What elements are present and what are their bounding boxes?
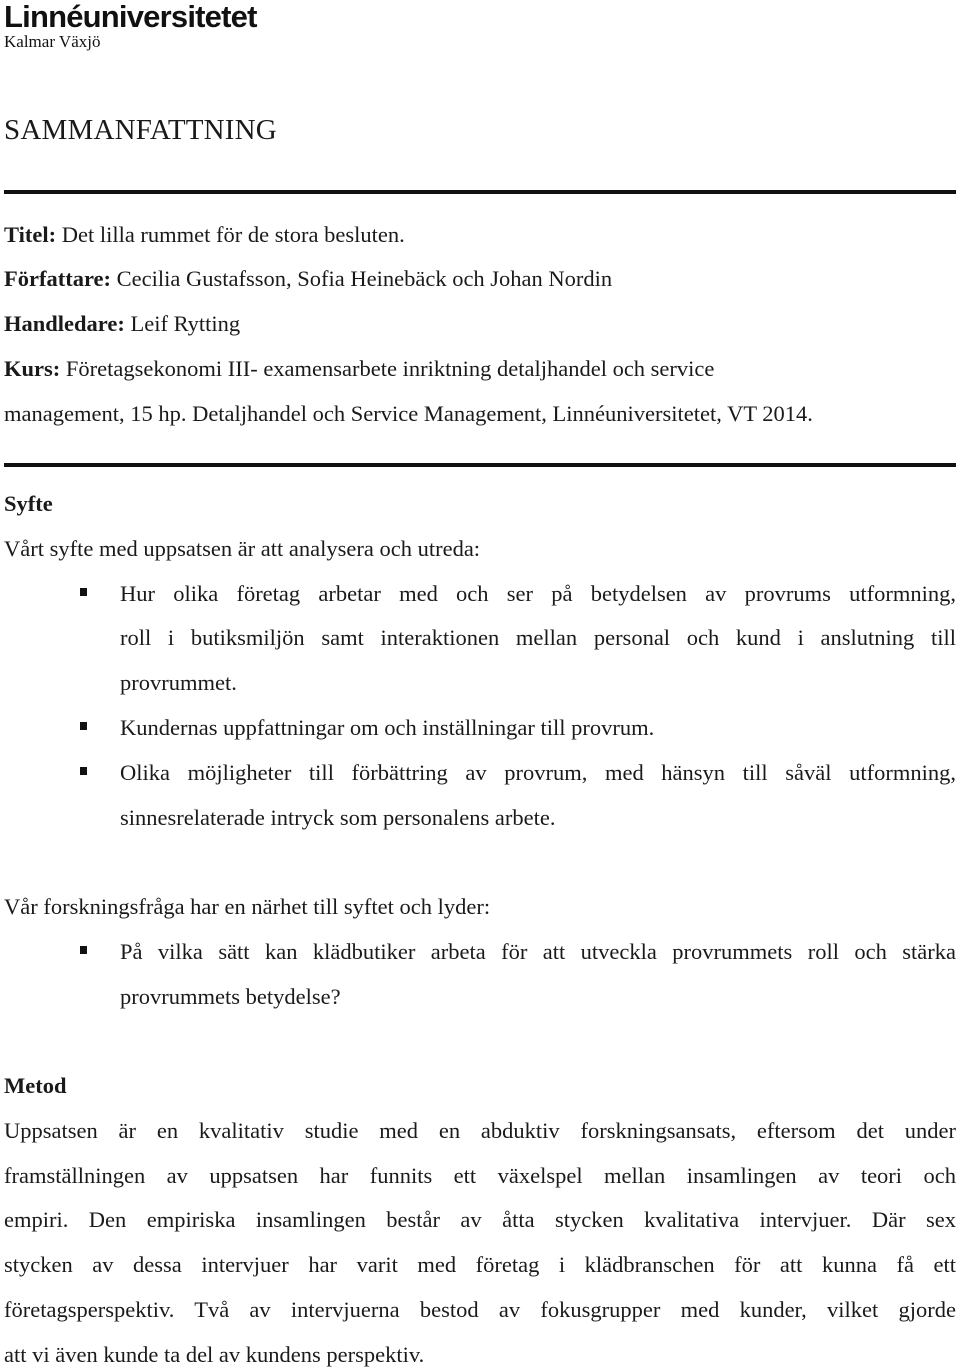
divider-middle (4, 463, 956, 467)
research-question-line-2: provrummets betydelse? (120, 984, 341, 1009)
meta-course-line (4, 354, 714, 384)
logo-subtitle: Kalmar Växjö (4, 32, 101, 51)
syfte-bullet-3-line-2: sinnesrelaterade intryck som personalens arbete. (120, 805, 556, 830)
university-logo (4, 0, 257, 51)
syfte-bullet-1-line-2: roll i butiksmiljön samt interaktionen mellan personal och kund i anslutning till (120, 625, 956, 650)
meta-title-label: Titel: (4, 222, 57, 247)
syfte-bullet-1-line-1: Hur olika företag arbetar med och ser på betydelsen av provrums utformning, (120, 581, 956, 606)
meta-course-label: Kurs: (4, 356, 61, 381)
bullet-square-icon (80, 946, 87, 954)
metod-line-3: empiri. Den empiriska insamlingen består av åtta stycken kvalitativa intervjuer. Där sex (4, 1207, 956, 1232)
meta-authors-value: Cecilia Gustafsson, Sofia Heinebäck och Johan Nordin (111, 266, 613, 291)
metod-line-4: stycken av dessa intervjuer har varit med företag i klädbranschen för att kunna få ett (4, 1252, 956, 1277)
logo-name: Linnéuniversitetet (4, 0, 257, 34)
meta-supervisor-line (4, 309, 240, 339)
bullet-square-icon (80, 767, 87, 775)
syfte-bullet-3-line-1: Olika möjligheter till förbättring av provrum, med hänsyn till såväl utformning, (120, 760, 956, 785)
meta-supervisor-value: Leif Rytting (124, 311, 241, 336)
syfte-intro: Vårt syfte med uppsatsen är att analysera och utreda: (4, 536, 481, 561)
meta-title-line (4, 220, 405, 250)
metod-line-5: företagsperspektiv. Två av intervjuerna bestod av fokusgrupper med kunder, vilket gjorde (4, 1297, 956, 1322)
metod-line-1: Uppsatsen är en kvalitativ studie med en abduktiv forskningsansats, eftersom det under (4, 1118, 956, 1143)
syfte-bullet-1-line-3: provrummet. (120, 670, 237, 695)
meta-authors-label: Författare: (4, 266, 112, 291)
meta-authors-line (4, 264, 612, 294)
syfte-bullet-2-text: Kundernas uppfattningar om och inställningar till provrum. (120, 715, 655, 740)
meta-course-value-1: Företagsekonomi III- examensarbete inriktning detaljhandel och service (60, 356, 715, 381)
metod-line-2: framställningen av uppsatsen har funnits ett växelspel mellan insamlingen av teori och (4, 1163, 956, 1188)
meta-title-value: Det lilla rummet för de stora besluten. (56, 222, 405, 247)
section-heading-metod: Metod (4, 1073, 67, 1098)
section-heading-syfte: Syfte (4, 491, 53, 516)
metod-line-6: att vi även kunde ta del av kundens perspektiv. (4, 1342, 425, 1367)
bullet-square-icon (80, 722, 87, 730)
research-question-intro: Vår forskningsfråga har en närhet till syftet och lyder: (4, 894, 491, 919)
divider-top (4, 190, 956, 194)
bullet-square-icon (80, 588, 87, 596)
research-question-line-1: På vilka sätt kan klädbutiker arbeta för att utveckla provrummets roll och stärka (120, 939, 956, 964)
meta-supervisor-label: Handledare: (4, 311, 125, 336)
page-title: SAMMANFATTNING (4, 114, 277, 146)
meta-course-line-2: management, 15 hp. Detaljhandel och Service Management, Linnéuniversitetet, VT 2014. (4, 401, 813, 426)
